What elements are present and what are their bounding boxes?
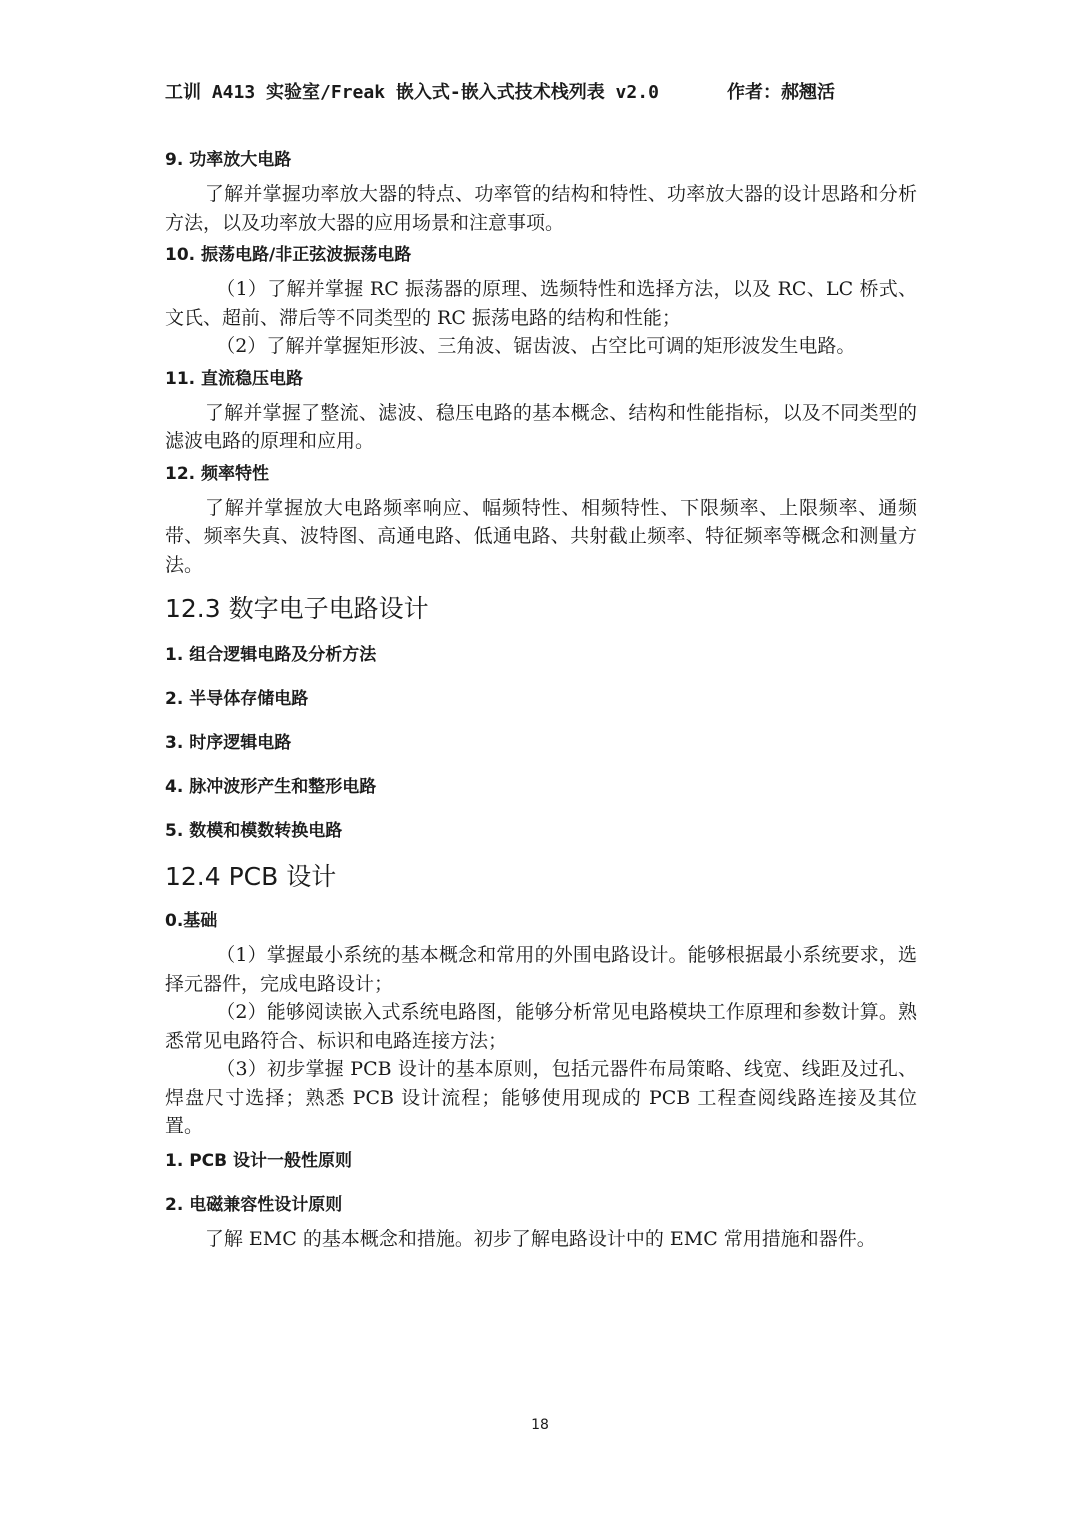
section-title-12-3: 12.3 数字电子电路设计 xyxy=(165,594,429,623)
section-heading-11: 11. 直流稳压电路 xyxy=(165,368,304,389)
list-item: 2. 半导体存储电路 xyxy=(165,689,309,709)
section-body-11: 了解并掌握了整流、滤波、稳压电路的基本概念、结构和性能指标，以及不同类型的滤波电路的原理和应用。 xyxy=(165,401,917,452)
emc-principles-heading: 2. 电磁兼容性设计原则 xyxy=(165,1194,343,1215)
emc-principles-body: 了解 EMC 的基本概念和措施。初步了解电路设计中的 EMC 常用措施和器件。 xyxy=(204,1227,876,1250)
section-heading-10: 10. 振荡电路/非正弦波振荡电路 xyxy=(165,245,412,265)
basics-item-2: （2）能够阅读嵌入式系统电路图，能够分析常见电路模块工作原理和参数计算。熟 悉常见电路符合、标识和电路连接方法； xyxy=(165,1001,917,1052)
basics-item-3: （3）初步掌握 PCB 设计的基本原则，包括元器件布局策略、线宽、线距及过孔、焊盘尺寸选择；熟悉 PCB 设计流程；能够使用现成的 PCB 工程查阅线路连接及其位置。 xyxy=(165,1058,917,1137)
basics-item-1: （1）掌握最小系统的基本概念和常用的外围电路设计。能够根据最小系统要求，选择元器件，完成电路设计； xyxy=(165,944,917,995)
list-item: 4. 脉冲波形产生和整形电路 xyxy=(165,777,377,797)
page-content xyxy=(165,146,917,1253)
list-item: 5. 数模和模数转换电路 xyxy=(165,821,343,841)
section-heading-12: 12. 频率特性 xyxy=(165,463,270,484)
section-10-item-2: （2）了解并掌握矩形波、三角波、锯齿波、占空比可调的矩形波发生电路。 xyxy=(216,335,856,357)
header-title: 工训 A413 实验室/Freak 嵌入式-嵌入式技术栈列表 v2.0 xyxy=(165,82,659,103)
header-author: 作者：郝翘活 xyxy=(727,82,835,103)
list-item: 1. 组合逻辑电路及分析方法 xyxy=(165,645,377,665)
section-title-12-4: 12.4 PCB 设计 xyxy=(165,862,337,891)
pcb-principles-heading: 1. PCB 设计一般性原则 xyxy=(165,1150,353,1171)
page-number: 18 xyxy=(531,1417,549,1433)
section-10-item-1: （1）了解并掌握 RC 振荡器的原理、选频特性和选择方法，以及 RC、LC 桥式、文氏、超前、滞后等不同类型的 RC 振荡电路的结构和性能； xyxy=(165,278,917,329)
basics-heading: 0.基础 xyxy=(165,911,218,931)
page-header xyxy=(165,78,925,102)
section-body-12: 了解并掌握放大电路频率响应、幅频特性、相频特性、下限频率、上限频率、通频带、频率失真、波特图、高通电路、低通电路、共射截止频率、特征频率等概念和测量方法。 xyxy=(165,496,917,576)
section-heading-9: 9. 功率放大电路 xyxy=(165,150,292,170)
list-item: 3. 时序逻辑电路 xyxy=(165,733,292,753)
section-body-9: 了解并掌握功率放大器的特点、功率管的结构和特性、功率放大器的设计思路和分析方法，以及功率放大器的应用场景和注意事项。 xyxy=(165,183,917,234)
